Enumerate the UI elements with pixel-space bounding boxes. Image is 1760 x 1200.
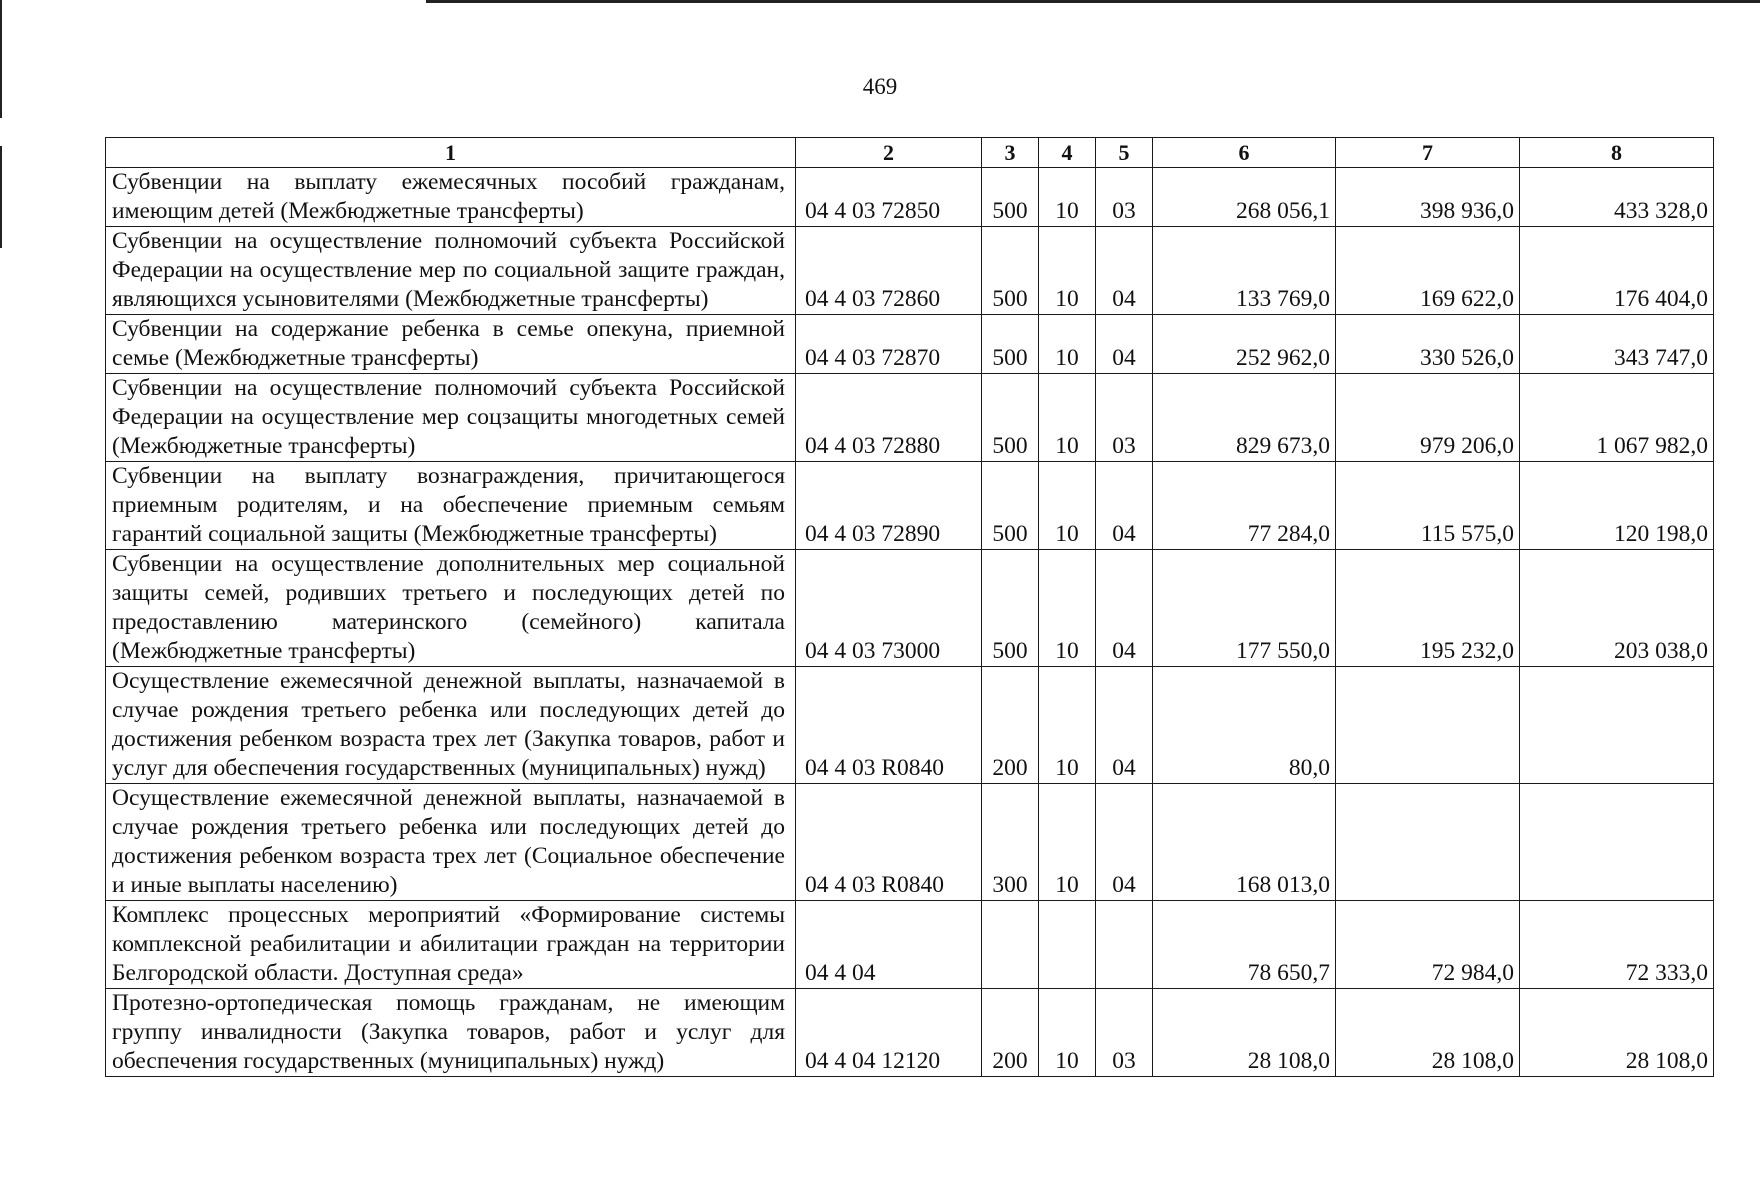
column-header: 1 xyxy=(106,138,796,168)
row-col5: 04 xyxy=(1096,550,1153,667)
page-number: 469 xyxy=(862,74,898,99)
row-code: 04 4 04 xyxy=(796,901,982,989)
row-name: Субвенции на содержание ребенка в семье опекуна, приемной семье (Межбюджетные трансферты) xyxy=(106,315,796,374)
row-code: 04 4 03 R0840 xyxy=(796,667,982,784)
row-value-8: 1 067 982,0 xyxy=(1520,374,1714,462)
row-code: 04 4 04 12120 xyxy=(796,989,982,1077)
row-value-8: 120 198,0 xyxy=(1520,462,1714,550)
column-header: 5 xyxy=(1096,138,1153,168)
table-row xyxy=(106,462,1714,550)
column-header: 3 xyxy=(982,138,1039,168)
table-row xyxy=(106,784,1714,901)
row-value-7: 28 108,0 xyxy=(1336,989,1520,1077)
row-value-8: 343 747,0 xyxy=(1520,315,1714,374)
row-col3: 500 xyxy=(982,315,1039,374)
row-value-7: 72 984,0 xyxy=(1336,901,1520,989)
scan-edge-mark xyxy=(0,146,2,248)
row-value-8: 72 333,0 xyxy=(1520,901,1714,989)
row-code: 04 4 03 R0840 xyxy=(796,784,982,901)
row-col4: 10 xyxy=(1039,989,1096,1077)
row-value-6: 77 284,0 xyxy=(1153,462,1336,550)
row-name: Субвенции на выплату вознаграждения, причитающегося приемным родителям, и на обеспечение приемным семьям гарантий социальной защиты (Межбюджетные трансферты) xyxy=(106,462,796,550)
row-value-8 xyxy=(1520,667,1714,784)
row-value-7: 398 936,0 xyxy=(1336,168,1520,227)
row-value-6: 80,0 xyxy=(1153,667,1336,784)
row-value-7: 979 206,0 xyxy=(1336,374,1520,462)
row-col5: 04 xyxy=(1096,784,1153,901)
column-header: 8 xyxy=(1520,138,1714,168)
row-name: Осуществление ежемесячной денежной выплаты, назначаемой в случае рождения третьего ребенка или последующих детей до достижения ребенком возраста трех лет (Социальное обеспечение и иные выплаты населению) xyxy=(106,784,796,901)
row-value-7: 330 526,0 xyxy=(1336,315,1520,374)
row-col5: 04 xyxy=(1096,462,1153,550)
row-col3: 500 xyxy=(982,374,1039,462)
top-rule xyxy=(426,0,1760,3)
row-col5: 03 xyxy=(1096,168,1153,227)
row-col4: 10 xyxy=(1039,550,1096,667)
table-row xyxy=(106,901,1714,989)
row-code: 04 4 03 72890 xyxy=(796,462,982,550)
row-col5: 04 xyxy=(1096,315,1153,374)
row-col4: 10 xyxy=(1039,784,1096,901)
row-col4: 10 xyxy=(1039,168,1096,227)
row-name: Субвенции на осуществление дополнительных мер социальной защиты семей, родивших третьего и последующих детей по предоставлению материнского (семейного) капитала (Межбюджетные трансферты) xyxy=(106,550,796,667)
row-value-7: 169 622,0 xyxy=(1336,227,1520,315)
row-col3: 500 xyxy=(982,227,1039,315)
row-value-7 xyxy=(1336,784,1520,901)
row-name: Субвенции на выплату ежемесячных пособий гражданам, имеющим детей (Межбюджетные трансферты) xyxy=(106,168,796,227)
row-col5: 03 xyxy=(1096,374,1153,462)
row-value-7: 195 232,0 xyxy=(1336,550,1520,667)
row-name: Протезно-ортопедическая помощь гражданам, не имеющим группу инвалидности (Закупка товаров, работ и услуг для обеспечения государственных (муниципальных) нужд) xyxy=(106,989,796,1077)
table-row xyxy=(106,550,1714,667)
row-code: 04 4 03 72860 xyxy=(796,227,982,315)
table-row xyxy=(106,989,1714,1077)
table-row xyxy=(106,315,1714,374)
row-value-6: 829 673,0 xyxy=(1153,374,1336,462)
row-col3: 500 xyxy=(982,462,1039,550)
row-col4 xyxy=(1039,901,1096,989)
table-row xyxy=(106,374,1714,462)
row-col4: 10 xyxy=(1039,462,1096,550)
row-code: 04 4 03 72880 xyxy=(796,374,982,462)
row-code: 04 4 03 72850 xyxy=(796,168,982,227)
table-row xyxy=(106,667,1714,784)
row-col4: 10 xyxy=(1039,374,1096,462)
row-col3: 200 xyxy=(982,667,1039,784)
row-value-8: 176 404,0 xyxy=(1520,227,1714,315)
row-value-6: 168 013,0 xyxy=(1153,784,1336,901)
scan-edge-mark xyxy=(0,0,2,118)
row-value-7: 115 575,0 xyxy=(1336,462,1520,550)
row-value-6: 252 962,0 xyxy=(1153,315,1336,374)
row-name: Комплекс процессных мероприятий «Формирование системы комплексной реабилитации и абилитации граждан на территории Белгородской области. Доступная среда» xyxy=(106,901,796,989)
row-name: Осуществление ежемесячной денежной выплаты, назначаемой в случае рождения третьего ребенка или последующих детей до достижения ребенком возраста трех лет (Закупка товаров, работ и услуг для обеспечения государственных (муниципальных) нужд) xyxy=(106,667,796,784)
row-value-6: 78 650,7 xyxy=(1153,901,1336,989)
row-code: 04 4 03 73000 xyxy=(796,550,982,667)
row-col3 xyxy=(982,901,1039,989)
row-col5: 03 xyxy=(1096,989,1153,1077)
column-header: 2 xyxy=(796,138,982,168)
row-col3: 300 xyxy=(982,784,1039,901)
row-value-6: 133 769,0 xyxy=(1153,227,1336,315)
row-value-7 xyxy=(1336,667,1520,784)
row-col3: 500 xyxy=(982,168,1039,227)
header-row xyxy=(106,138,1714,168)
row-name: Субвенции на осуществление полномочий субъекта Российской Федерации на осуществление мер по социальной защите граждан, являющихся усыновителями (Межбюджетные трансферты) xyxy=(106,227,796,315)
row-value-8: 433 328,0 xyxy=(1520,168,1714,227)
row-col4: 10 xyxy=(1039,227,1096,315)
row-col4: 10 xyxy=(1039,315,1096,374)
row-value-6: 28 108,0 xyxy=(1153,989,1336,1077)
row-value-6: 268 056,1 xyxy=(1153,168,1336,227)
row-value-6: 177 550,0 xyxy=(1153,550,1336,667)
row-value-8: 28 108,0 xyxy=(1520,989,1714,1077)
row-col5: 04 xyxy=(1096,227,1153,315)
row-value-8 xyxy=(1520,784,1714,901)
table-row xyxy=(106,168,1714,227)
table-row xyxy=(106,227,1714,315)
row-col3: 500 xyxy=(982,550,1039,667)
row-col5 xyxy=(1096,901,1153,989)
row-col3: 200 xyxy=(982,989,1039,1077)
row-code: 04 4 03 72870 xyxy=(796,315,982,374)
row-name: Субвенции на осуществление полномочий субъекта Российской Федерации на осуществление мер соцзащиты многодетных семей (Межбюджетные трансферты) xyxy=(106,374,796,462)
budget-table xyxy=(105,137,1714,1077)
row-col5: 04 xyxy=(1096,667,1153,784)
row-col4: 10 xyxy=(1039,667,1096,784)
column-header: 4 xyxy=(1039,138,1096,168)
row-value-8: 203 038,0 xyxy=(1520,550,1714,667)
column-header: 7 xyxy=(1336,138,1520,168)
column-header: 6 xyxy=(1153,138,1336,168)
